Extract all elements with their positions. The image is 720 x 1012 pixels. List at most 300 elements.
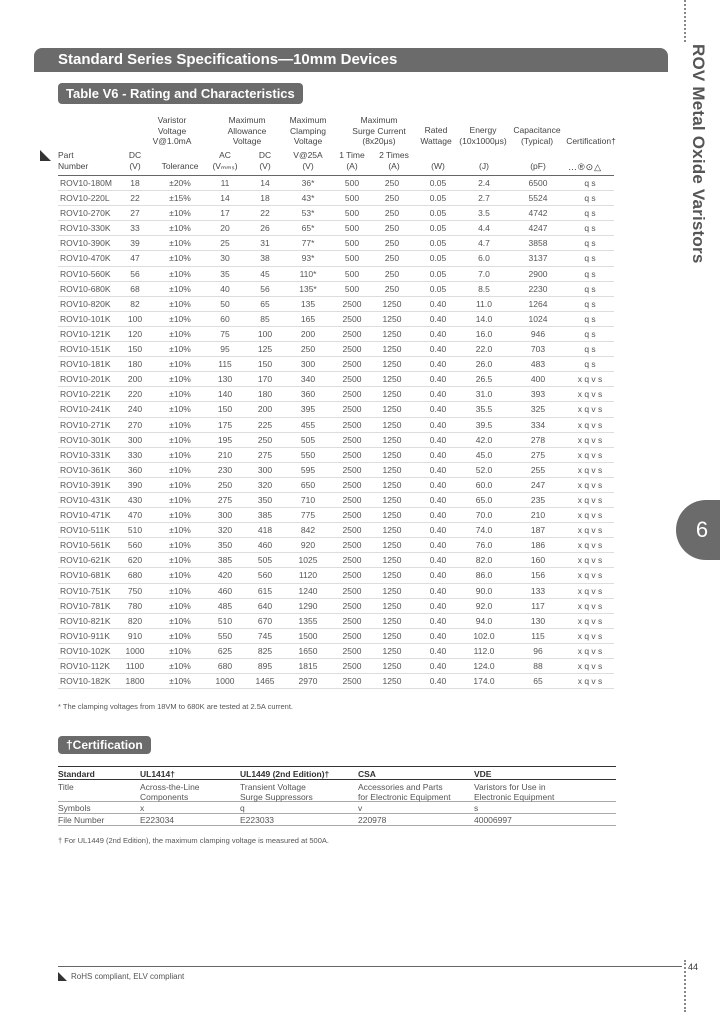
rated-wattage-cell: 0.40: [429, 510, 447, 521]
tolerance-cell: ±10%: [169, 359, 191, 370]
clamping-voltage-cell: 505: [300, 434, 316, 445]
ac-voltage-cell: 680: [217, 661, 233, 671]
surge-2-times-cell: 1250: [382, 630, 402, 641]
tolerance-cell: ±10%: [169, 600, 191, 611]
max-dc-voltage-cell: 560: [257, 570, 273, 581]
energy-cell: 102.0: [473, 630, 495, 641]
capacitance-cell: 133: [530, 585, 546, 596]
tolerance-cell: ±10%: [169, 464, 191, 475]
dc-voltage-cell: 680: [127, 570, 143, 581]
ac-voltage-cell: 210: [217, 449, 233, 460]
clamping-voltage-cell: 250: [300, 344, 316, 355]
surge-1-time-cell: 2500: [342, 615, 362, 626]
capacitance-cell: 247: [530, 479, 546, 490]
energy-cell: 7.0: [478, 268, 490, 279]
clamping-voltage-cell: 1290: [298, 600, 318, 611]
clamping-voltage-cell: 110*: [299, 268, 317, 279]
ac-voltage-cell: 385: [217, 555, 233, 566]
table-row: [58, 297, 614, 312]
tolerance-cell: ±10%: [169, 374, 191, 385]
clamping-voltage-cell: 842: [300, 525, 316, 536]
max-dc-voltage-cell: 250: [257, 434, 273, 445]
rated-wattage-cell: 0.40: [429, 540, 447, 551]
clamping-voltage-cell: 550: [300, 449, 316, 460]
certification-cell: x q v s: [577, 615, 603, 626]
surge-1-time-cell: 500: [344, 223, 360, 234]
header-surge: Maximum Surge Current (8x20μs): [352, 115, 406, 146]
part-number-cell: ROV10-181K: [60, 359, 111, 370]
dc-voltage-cell: 1800: [125, 676, 145, 687]
max-dc-voltage-cell: 26: [260, 223, 270, 234]
rated-wattage-cell: 0.40: [429, 328, 447, 339]
part-number-cell: ROV10-331K: [60, 449, 111, 460]
energy-cell: 31.0: [475, 389, 493, 400]
max-dc-voltage-cell: 100: [257, 328, 273, 339]
max-dc-voltage-cell: 895: [257, 661, 273, 671]
part-number-cell: ROV10-220L: [60, 193, 110, 204]
ac-voltage-cell: 550: [217, 630, 233, 641]
clamping-voltage-cell: 650: [300, 479, 316, 490]
table-row: [58, 523, 614, 538]
surge-2-times-cell: 1250: [382, 404, 402, 415]
energy-cell: 35.5: [475, 404, 493, 415]
capacitance-cell: 4742: [528, 208, 548, 219]
ac-voltage-cell: 150: [217, 404, 233, 415]
ac-voltage-cell: 130: [217, 374, 233, 385]
capacitance-cell: 278: [530, 434, 546, 445]
ac-voltage-cell: 230: [217, 464, 233, 475]
energy-cell: 11.0: [476, 298, 492, 309]
certification-cell: x q v s: [577, 585, 603, 596]
dc-voltage-cell: 1100: [125, 661, 145, 671]
max-dc-voltage-cell: 275: [257, 449, 273, 460]
surge-1-time-cell: 2500: [342, 449, 362, 460]
tolerance-cell: ±10%: [169, 479, 191, 490]
dc-voltage-cell: 330: [127, 449, 143, 460]
surge-2-times-cell: 250: [384, 238, 400, 249]
energy-cell: 14.0: [475, 313, 493, 324]
table-row: [58, 191, 614, 206]
surge-2-times-cell: 250: [384, 268, 400, 279]
rated-wattage-cell: 0.40: [429, 645, 447, 656]
dc-voltage-cell: 620: [127, 555, 143, 566]
surge-1-time-cell: 2500: [342, 344, 362, 355]
table-row: [58, 614, 614, 629]
rated-wattage-cell: 0.40: [429, 344, 447, 355]
header-allowance: Maximum Allowance Voltage: [227, 115, 267, 146]
table-row: [58, 674, 614, 689]
capacitance-cell: 2900: [528, 268, 548, 279]
ac-voltage-cell: 625: [217, 645, 233, 656]
clamping-voltage-cell: 1025: [298, 555, 318, 566]
clamping-voltage-cell: 93*: [301, 253, 315, 264]
energy-cell: 112.0: [473, 645, 495, 656]
rated-wattage-cell: 0.40: [429, 419, 447, 430]
tolerance-cell: ±10%: [169, 525, 191, 536]
rohs-note: RoHS compliant, ELV compliant: [71, 972, 185, 981]
clamping-voltage-cell: 775: [300, 510, 316, 521]
energy-cell: 6.0: [478, 253, 490, 264]
ac-voltage-cell: 275: [217, 494, 233, 505]
rated-wattage-cell: 0.05: [429, 268, 447, 279]
dc-voltage-cell: 360: [127, 464, 143, 475]
dotted-rule-top: [684, 0, 686, 42]
max-dc-voltage-cell: 1465: [255, 676, 275, 687]
surge-1-time-cell: 2500: [342, 313, 362, 324]
certification-cell: x q v s: [577, 389, 603, 400]
max-dc-voltage-cell: 460: [257, 540, 273, 551]
max-dc-voltage-cell: 670: [257, 615, 273, 626]
max-dc-voltage-cell: 385: [257, 510, 273, 521]
capacitance-cell: 115: [531, 630, 545, 641]
surge-2-times-cell: 1250: [382, 661, 402, 671]
ac-voltage-cell: 250: [217, 479, 233, 490]
dc-voltage-cell: 200: [127, 374, 143, 385]
tolerance-cell: ±10%: [169, 208, 191, 219]
table-row: [58, 463, 614, 478]
capacitance-cell: 210: [530, 510, 546, 521]
tolerance-cell: ±10%: [169, 223, 191, 234]
part-number-cell: ROV10-151K: [60, 344, 111, 355]
header-capacitance: Capacitance (Typical): [513, 125, 561, 146]
rohs-icon: [40, 150, 51, 161]
table-row: [58, 644, 614, 659]
header-1time: 1 Time (A): [339, 150, 365, 171]
capacitance-cell: 1024: [528, 313, 548, 324]
max-dc-voltage-cell: 125: [257, 344, 273, 355]
surge-1-time-cell: 2500: [342, 374, 362, 385]
table-row: [58, 508, 614, 523]
table-row: [58, 568, 614, 583]
certification-cell: x q v s: [577, 645, 603, 656]
table-row: [58, 478, 614, 493]
ac-voltage-cell: 14: [220, 193, 230, 204]
bottom-rule: [58, 966, 682, 967]
energy-cell: 82.0: [475, 555, 493, 566]
table-row: [58, 312, 614, 327]
table-row: [58, 357, 614, 372]
rated-wattage-cell: 0.40: [429, 298, 447, 309]
rated-wattage-cell: 0.40: [429, 555, 447, 566]
rated-wattage-cell: 0.05: [429, 253, 447, 264]
tolerance-cell: ±10%: [169, 434, 191, 445]
surge-1-time-cell: 2500: [342, 645, 362, 656]
capacitance-cell: 6500: [528, 178, 548, 188]
part-number-cell: ROV10-391K: [60, 479, 111, 490]
certification-table: [58, 766, 616, 826]
energy-cell: 26.0: [475, 359, 493, 370]
table-row: [58, 418, 614, 433]
rated-wattage-cell: 0.05: [429, 193, 447, 204]
dc-voltage-cell: 820: [127, 615, 143, 626]
rated-wattage-cell: 0.40: [429, 404, 447, 415]
header-dc2: DC (V): [258, 150, 272, 171]
ac-voltage-cell: 510: [217, 615, 233, 626]
rated-wattage-cell: 0.05: [429, 223, 447, 234]
energy-cell: 124.0: [473, 661, 495, 671]
certification-logos-icon: …®⊙△: [568, 162, 603, 172]
surge-2-times-cell: 250: [384, 223, 400, 234]
surge-2-times-cell: 1250: [382, 374, 402, 385]
surge-1-time-cell: 2500: [342, 510, 362, 521]
tolerance-cell: ±10%: [169, 661, 191, 671]
ac-voltage-cell: 320: [217, 525, 233, 536]
dc-voltage-cell: 47: [130, 253, 140, 264]
page-title: Standard Series Specifications—10mm Devices: [58, 51, 398, 68]
surge-1-time-cell: 500: [344, 238, 360, 249]
certification-cell: q s: [584, 253, 596, 264]
surge-2-times-cell: 1250: [382, 585, 402, 596]
surge-2-times-cell: 1250: [382, 645, 402, 656]
max-dc-voltage-cell: 56: [260, 283, 270, 294]
surge-2-times-cell: 1250: [382, 419, 402, 430]
clamping-voltage-cell: 1120: [298, 570, 318, 581]
ac-voltage-cell: 485: [217, 600, 233, 611]
table-row: [58, 402, 614, 417]
tolerance-cell: ±10%: [169, 510, 191, 521]
clamping-voltage-cell: 710: [300, 494, 316, 505]
max-dc-voltage-cell: 65: [260, 298, 270, 309]
surge-2-times-cell: 1250: [382, 570, 402, 581]
energy-cell: 2.4: [478, 178, 490, 188]
max-dc-voltage-cell: 180: [257, 389, 273, 400]
part-number-cell: ROV10-241K: [60, 404, 111, 415]
tolerance-cell: ±10%: [169, 419, 191, 430]
part-number-cell: ROV10-621K: [60, 555, 111, 566]
surge-1-time-cell: 2500: [342, 419, 362, 430]
surge-2-times-cell: 1250: [382, 479, 402, 490]
capacitance-cell: 187: [530, 525, 546, 536]
max-dc-voltage-cell: 31: [260, 238, 270, 249]
table-row: [58, 342, 614, 357]
certification-cell: x q v s: [577, 525, 603, 536]
certification-cell: x q v s: [577, 374, 603, 385]
clamping-voltage-cell: 53*: [301, 208, 315, 219]
capacitance-cell: 3137: [528, 253, 548, 264]
energy-cell: 22.0: [475, 344, 493, 355]
certification-cell: q s: [584, 193, 596, 204]
part-number-cell: ROV10-102K: [60, 645, 111, 656]
certification-cell: q s: [584, 208, 596, 219]
surge-1-time-cell: 2500: [342, 434, 362, 445]
rated-wattage-cell: 0.40: [429, 661, 447, 671]
capacitance-cell: 88: [533, 661, 543, 671]
dc-voltage-cell: 240: [127, 404, 143, 415]
header-certification: Certification†: [566, 136, 616, 146]
surge-2-times-cell: 1250: [382, 313, 402, 324]
rated-wattage-cell: 0.40: [429, 600, 447, 611]
table-row: [58, 448, 614, 463]
surge-1-time-cell: 500: [344, 283, 360, 294]
max-dc-voltage-cell: 18: [260, 193, 270, 204]
tolerance-cell: ±10%: [169, 630, 191, 641]
max-dc-voltage-cell: 150: [257, 359, 273, 370]
clamping-voltage-cell: 135: [300, 298, 316, 309]
energy-cell: 52.0: [475, 464, 493, 475]
ac-voltage-cell: 95: [220, 344, 230, 355]
part-number-cell: ROV10-751K: [60, 585, 111, 596]
rohs-footer-icon: [58, 972, 67, 981]
clamping-voltage-cell: 1815: [298, 661, 318, 671]
clamping-voltage-cell: 595: [300, 464, 316, 475]
tolerance-cell: ±10%: [169, 570, 191, 581]
capacitance-cell: 235: [530, 494, 546, 505]
surge-1-time-cell: 2500: [342, 540, 362, 551]
capacitance-cell: 186: [530, 540, 546, 551]
ac-voltage-cell: 20: [220, 223, 230, 234]
clamping-voltage-cell: 360: [300, 389, 316, 400]
part-number-cell: ROV10-221K: [60, 389, 111, 400]
capacitance-cell: 160: [530, 555, 546, 566]
energy-cell: 70.0: [475, 510, 493, 521]
rated-wattage-cell: 0.05: [429, 283, 447, 294]
part-number-cell: ROV10-101K: [60, 313, 111, 324]
dc-voltage-cell: 100: [127, 313, 143, 324]
dc-voltage-cell: 780: [127, 600, 143, 611]
max-dc-voltage-cell: 615: [257, 585, 273, 596]
surge-1-time-cell: 2500: [342, 494, 362, 505]
energy-cell: 92.0: [475, 600, 493, 611]
energy-cell: 60.0: [475, 479, 493, 490]
capacitance-cell: 117: [531, 600, 545, 611]
part-number-cell: ROV10-561K: [60, 540, 111, 551]
part-number-cell: ROV10-911K: [60, 630, 110, 641]
certification-cell: x q v s: [577, 555, 603, 566]
energy-cell: 74.0: [475, 525, 493, 536]
certification-title: †Certification: [58, 736, 151, 754]
capacitance-cell: 130: [530, 615, 546, 626]
surge-1-time-cell: 2500: [342, 570, 362, 581]
rated-wattage-cell: 0.40: [429, 479, 447, 490]
header-pf: (pF): [530, 161, 546, 171]
energy-cell: 8.5: [478, 283, 490, 294]
rated-wattage-cell: 0.40: [429, 494, 447, 505]
max-dc-voltage-cell: 170: [257, 374, 273, 385]
header-rated: Rated Wattage: [420, 125, 452, 146]
surge-1-time-cell: 500: [344, 253, 360, 264]
certification-cell: x q v s: [577, 570, 603, 581]
max-dc-voltage-cell: 300: [257, 464, 273, 475]
surge-2-times-cell: 1250: [382, 449, 402, 460]
tolerance-cell: ±10%: [169, 389, 191, 400]
clamping-voltage-cell: 135*: [299, 283, 317, 294]
certification-cell: x q v s: [577, 419, 603, 430]
energy-cell: 94.0: [475, 615, 493, 626]
part-number-cell: ROV10-361K: [60, 464, 111, 475]
tolerance-cell: ±10%: [169, 540, 191, 551]
tolerance-cell: ±10%: [169, 298, 191, 309]
header-energy: Energy (10x1000μs): [459, 125, 507, 146]
table-row: [58, 433, 614, 448]
certification-cell: x q v s: [577, 510, 603, 521]
table-row: [58, 176, 614, 191]
part-number-cell: ROV10-201K: [60, 374, 111, 385]
dc-voltage-cell: 56: [130, 268, 140, 279]
max-dc-voltage-cell: 14: [260, 178, 270, 188]
capacitance-cell: 703: [530, 344, 546, 355]
ac-voltage-cell: 30: [220, 253, 230, 264]
tolerance-cell: ±10%: [169, 283, 191, 294]
table-row: [58, 327, 614, 342]
rated-wattage-cell: 0.40: [429, 359, 447, 370]
table-row: [58, 538, 614, 553]
cert-symbols-row: Symbols x q v s: [58, 802, 616, 814]
rated-wattage-cell: 0.40: [429, 630, 447, 641]
table-row: [58, 206, 614, 221]
part-number-cell: ROV10-390K: [60, 238, 111, 249]
max-dc-voltage-cell: 825: [257, 645, 273, 656]
table-row: [58, 493, 614, 508]
part-number-cell: ROV10-330K: [60, 223, 111, 234]
dc-voltage-cell: 68: [130, 283, 140, 294]
header-tolerance: Tolerance: [161, 161, 199, 171]
certification-cell: x q v s: [577, 600, 603, 611]
certification-cell: x q v s: [577, 540, 603, 551]
surge-2-times-cell: 1250: [382, 600, 402, 611]
max-dc-voltage-cell: 200: [257, 404, 273, 415]
dc-voltage-cell: 390: [127, 479, 143, 490]
dc-voltage-cell: 910: [127, 630, 143, 641]
surge-1-time-cell: 2500: [342, 630, 362, 641]
part-number-cell: ROV10-560K: [60, 268, 111, 279]
clamping-voltage-cell: 1650: [298, 645, 318, 656]
clamping-voltage-cell: 1500: [298, 630, 318, 641]
surge-1-time-cell: 500: [344, 268, 360, 279]
cert-file-number-row: File Number E223034 E223033 220978 40006997: [58, 814, 616, 826]
table-row: [58, 553, 614, 568]
certification-cell: q s: [584, 328, 596, 339]
rated-wattage-cell: 0.40: [429, 676, 447, 687]
table-title: Table V6 - Rating and Characteristics: [58, 83, 303, 104]
clamping-voltage-cell: 395: [300, 404, 316, 415]
surge-1-time-cell: 2500: [342, 404, 362, 415]
header-varistor: Varistor Voltage V@1.0mA: [152, 115, 192, 146]
surge-2-times-cell: 1250: [382, 389, 402, 400]
header-j: (J): [479, 161, 489, 171]
capacitance-cell: 334: [530, 419, 546, 430]
certification-cell: q s: [584, 223, 596, 234]
surge-2-times-cell: 1250: [382, 676, 402, 687]
certification-cell: q s: [584, 268, 596, 279]
surge-2-times-cell: 250: [384, 253, 400, 264]
energy-cell: 39.5: [475, 419, 493, 430]
dc-voltage-cell: 180: [127, 359, 143, 370]
table-row: [58, 584, 614, 599]
certification-cell: q s: [584, 359, 596, 370]
surge-2-times-cell: 1250: [382, 525, 402, 536]
surge-1-time-cell: 2500: [342, 298, 362, 309]
clamping-voltage-cell: 455: [300, 419, 316, 430]
tolerance-cell: ±10%: [169, 645, 191, 656]
clamping-voltage-cell: 920: [300, 540, 316, 551]
footnote-clamping: * The clamping voltages from 18VM to 680K are tested at 2.5A current.: [58, 702, 293, 711]
dc-voltage-cell: 220: [127, 389, 143, 400]
capacitance-cell: 2230: [528, 283, 548, 294]
ac-voltage-cell: 1000: [215, 676, 235, 687]
table-row: [58, 372, 614, 387]
surge-1-time-cell: 2500: [342, 464, 362, 475]
dc-voltage-cell: 470: [127, 510, 143, 521]
header-2times: 2 Times (A): [379, 150, 409, 171]
table-row: [58, 599, 614, 614]
surge-1-time-cell: 2500: [342, 676, 362, 687]
ac-voltage-cell: 175: [217, 419, 233, 430]
part-number-cell: ROV10-511K: [60, 525, 110, 536]
certification-cell: q s: [584, 178, 596, 188]
surge-1-time-cell: 500: [344, 208, 360, 219]
ac-voltage-cell: 300: [217, 510, 233, 521]
clamping-voltage-cell: 165: [300, 313, 316, 324]
